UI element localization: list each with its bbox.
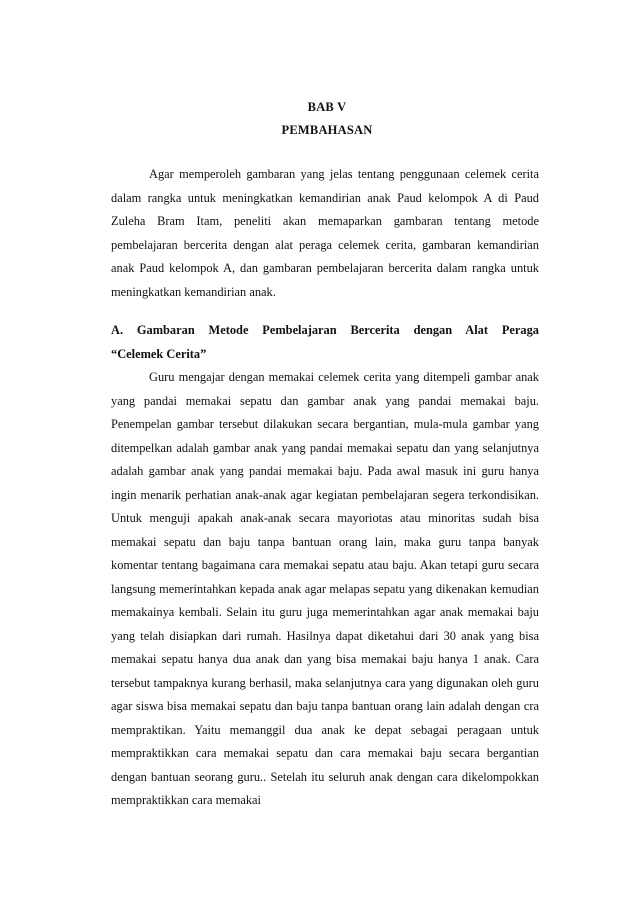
intro-section — [111, 163, 539, 304]
section-a-paragraph: Guru mengajar dengan memakai celemek cerita yang ditempeli gambar anak yang pandai memakai sepatu dan gambar anak yang pandai memakai baju. Penempelan gambar tersebut dilakukan secara bergantian, mula-mula gambar yang ditempelkan adalah gambar anak yang pandai memakai sepatu dan yang selanjutnya adalah gambar anak yang pandai memakai baju. Pada awal masuk ini guru hanya ingin menarik perhatian anak-anak agar kegiatan pembelajaran segera terkondisikan. Untuk menguji apakah anak-anak secara mayoriotas atau minoritas sudah bisa memakai sepatu dan baju tanpa bantuan orang lain, maka guru tanpa banyak komentar tentang bagaimana cara memakai sepatu atau baju. Akan tetapi guru secara langsung memerintahkan kepada anak agar melapas sepatu yang dikenakan kemudian memakainya kembali. Selain itu guru juga memerintahkan agar anak memakai baju yang telah disiapkan dari rumah. Hasilnya dapat diketahui dari 30 anak yang bisa memakai sepatu hanya dua anak dan yang bisa memakai baju hanya 1 anak. Cara tersebut tampaknya kurang berhasil, maka selanjutnya cara yang digunakan oleh guru agar siswa bisa memakai sepatu dan baju tanpa bantuan orang lain adalah dengan cra mempraktikan. Yaitu memanggil dua anak ke depat sebagai peragaan untuk mempraktikkan cara memakai sepatu dan cara memakai baju secara bergantian dengan bantuan seorang guru.. Setelah itu seluruh anak dengan cara dikelompokkan mempraktikkan cara memakai — [111, 370, 539, 807]
chapter-number: BAB V — [307, 100, 347, 114]
section-a — [111, 319, 539, 813]
intro-paragraph: Agar memperoleh gambaran yang jelas tentang penggunaan celemek cerita dalam rangka untuk meningkatkan kemandirian anak Paud kelompok A di Paud Zuleha Bram Itam, peneliti akan memaparkan gambaran tentang metode pembelajaran bercerita dengan alat peraga celemek cerita, gambaran kemandirian anak Paud kelompok A, dan gambaran pembelajaran bercerita dalam rangka untuk meningkatkan kemandirian anak. — [111, 167, 539, 299]
section-a-heading: A. Gambaran Metode Pembelajaran Bercerita dengan Alat Peraga — [111, 323, 539, 337]
chapter-title: PEMBAHASAN — [281, 123, 373, 137]
section-a-heading-continued: “Celemek Cerita” — [111, 346, 207, 361]
